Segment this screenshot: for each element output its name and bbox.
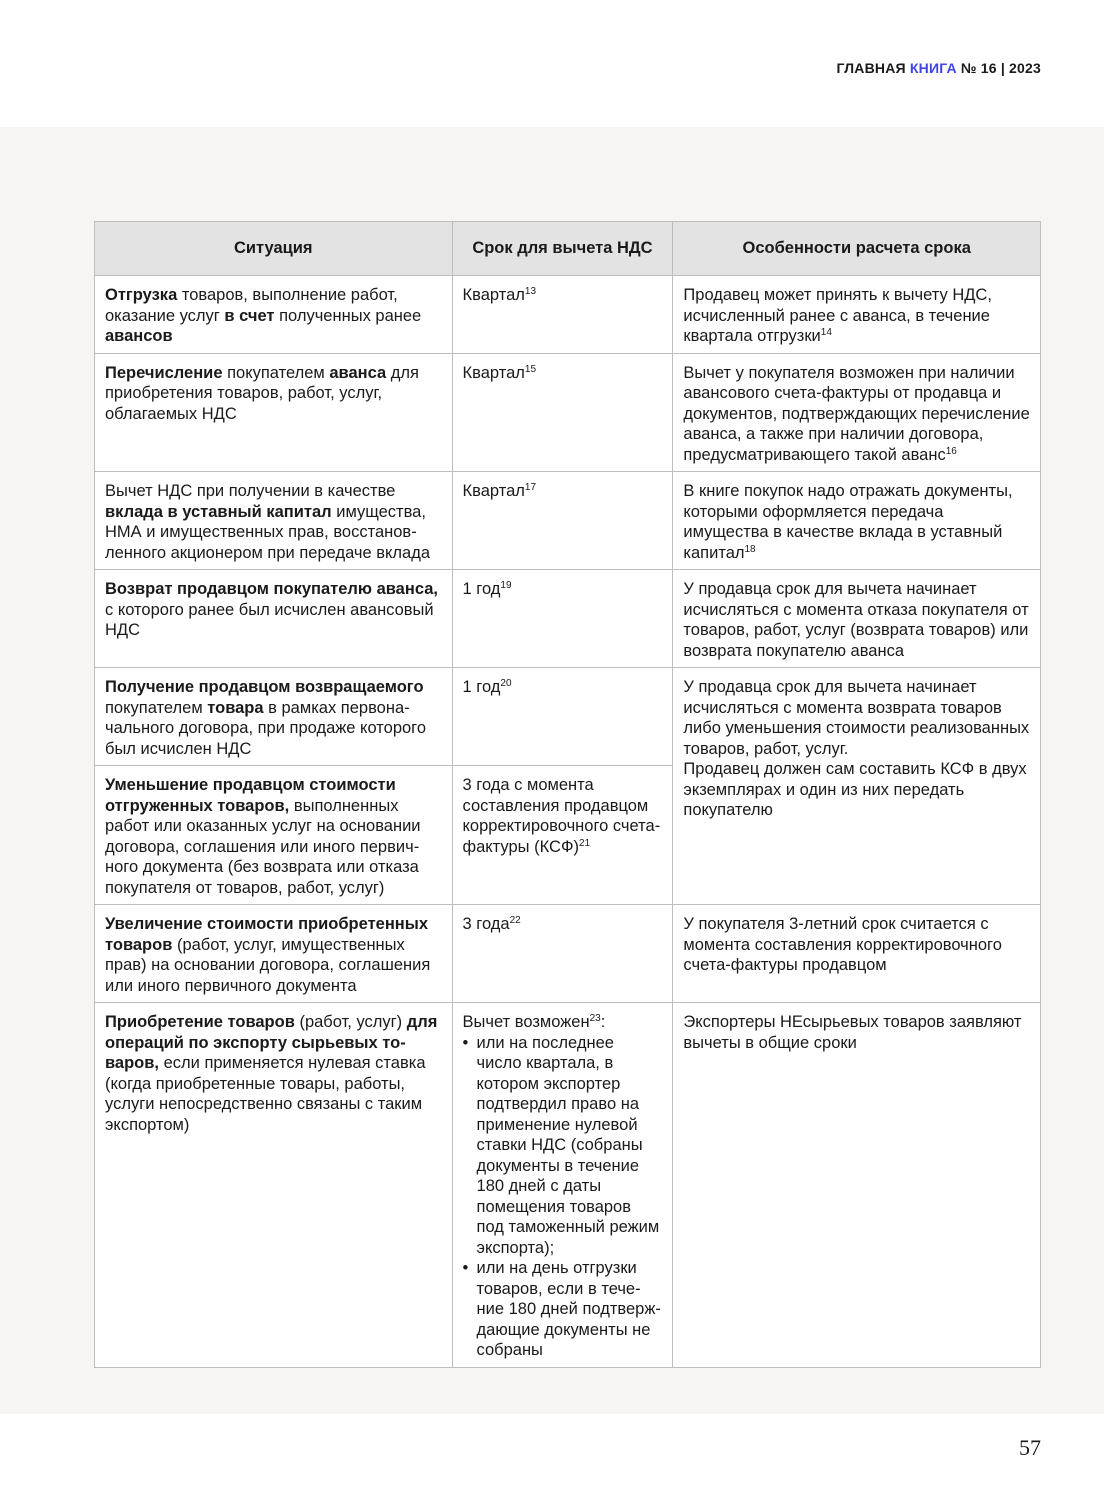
text-run: 1 год xyxy=(462,580,501,598)
cell-situation xyxy=(95,668,453,766)
footnote-ref: 23 xyxy=(589,1013,601,1024)
text-run: Экспортеры НЕсырьевых товаров заявляют вычеты в общие сроки xyxy=(683,1013,1022,1052)
text-run: Квартал xyxy=(462,363,525,382)
footnote-ref: 15 xyxy=(524,363,537,375)
text-run: : xyxy=(600,1013,606,1031)
cell-term xyxy=(452,905,673,1003)
cell-notes xyxy=(673,905,1041,1003)
cell-term xyxy=(452,766,673,905)
cell-situation xyxy=(95,766,453,905)
masthead xyxy=(836,60,1041,76)
text-run: (работ, услуг, имущественных прав) на основании договора, соглашения или иного первичного документа xyxy=(105,935,431,995)
text-run: Вычет НДС при получении в качестве xyxy=(105,482,396,500)
text-run: (работ, услуг) xyxy=(294,1013,407,1031)
table-header-row xyxy=(95,222,1041,276)
footnote-ref: 17 xyxy=(524,482,537,493)
masthead-issue: № 16 | 2023 xyxy=(960,60,1041,76)
text-run: имущества, НМА и имущественных прав, восстановленного акционером при передаче вклада xyxy=(105,502,431,562)
text-run: 3 года xyxy=(462,915,510,933)
bold-text: авансов xyxy=(105,327,173,345)
text-run: покупателем xyxy=(105,698,208,717)
footnote-ref: 13 xyxy=(524,286,537,297)
table-row xyxy=(95,472,1041,570)
bold-text: Приобретение товаров xyxy=(105,1013,295,1031)
text-run: покупателем xyxy=(222,363,330,382)
cell-notes xyxy=(673,276,1041,354)
cell-term xyxy=(452,472,673,570)
cell-situation xyxy=(95,570,453,668)
text-run: полученных ранее xyxy=(274,306,422,325)
cell-notes xyxy=(673,472,1041,570)
cell-situation xyxy=(95,472,453,570)
list-item: • или на последнее число квартала, в котором экспортер подтвердил право на применение нулевой ставки НДС (собраны документы в течение 180 дней с даты помещения товаров под таможенный режим экспорта); xyxy=(477,1033,663,1259)
term-conditions-list xyxy=(463,1033,663,1361)
table-row xyxy=(95,570,1041,668)
footnote-ref: 16 xyxy=(945,445,957,457)
page-number: 57 xyxy=(1019,1435,1041,1460)
text-run: Продавец должен сам составить КСФ в двух экземплярах и один из них передать покупателю xyxy=(683,760,1027,819)
bold-text: Получение продавцом возвращаемого xyxy=(105,678,424,696)
cell-term xyxy=(452,1003,673,1368)
bold-text: Уменьшение продавцом стоимости отгруженных товаров, xyxy=(105,776,396,815)
text-run: В книге покупок надо отражать документы, которыми оформляется передача имущества в качестве вклада в уставный капитал xyxy=(683,482,1013,562)
text-run: У продавца срок для вычета начинает исчисляться с момента возврата товаров либо уменьшения стоимости реализованных товаров, работ, услуг. xyxy=(683,678,1030,758)
cell-term xyxy=(452,668,673,766)
cell-term xyxy=(452,353,673,472)
text-run: Продавец может принять к вычету НДС, исчисленный ранее с аванса, в течение квартала отгрузки xyxy=(683,286,992,345)
text-run: Квартал xyxy=(462,482,525,500)
cell-term xyxy=(452,570,673,668)
bold-text: Увеличение стоимости приобретенных товаров xyxy=(105,915,429,954)
table-row xyxy=(95,1003,1041,1368)
text-run: 3 года с момента составления продавцом корректировочного счета-фактуры (КСФ) xyxy=(462,776,661,856)
text-run: 1 год xyxy=(462,678,501,696)
cell-notes xyxy=(673,1003,1041,1368)
masthead-title: ГЛАВНАЯ xyxy=(836,60,906,76)
cell-situation xyxy=(95,1003,453,1368)
bold-text: для операций по экспорту сырьевых товаров, xyxy=(105,1013,438,1072)
vat-deduction-table xyxy=(94,221,1041,1368)
cell-situation xyxy=(95,276,453,354)
footnote-ref: 19 xyxy=(500,580,512,591)
list-item: • или на день отгрузки товаров, если в течение 180 дней подтверждающие документы не собраны xyxy=(477,1258,663,1361)
text-run: Вычет у покупателя возможен при наличии авансового счета-фактуры от продавца и документов, подтверждающих перечисление аванса, а также при наличии договора, предусматривающего такой аванс xyxy=(683,363,1030,464)
bold-text: Перечисление xyxy=(105,363,223,382)
cell-notes xyxy=(673,570,1041,668)
footnote-ref: 14 xyxy=(820,327,832,338)
table-row xyxy=(95,668,1041,766)
text-run: для приобретения товаров, работ, услуг, облагаемых НДС xyxy=(105,363,419,423)
text-run: товаров, выполнение работ, оказание услуг xyxy=(105,286,398,325)
text-run: Вычет возможен xyxy=(462,1013,590,1031)
cell-term xyxy=(452,276,673,354)
header-situation: Ситуация xyxy=(95,222,453,276)
text-run: У продавца срок для вычета начинает исчисляться с момента отказа покупателя от товаров, работ, услуг (возврата товаров) или возврата покупателю аванса xyxy=(683,580,1029,660)
bold-text: товара xyxy=(207,698,264,717)
text-run: Квартал xyxy=(462,286,525,304)
cell-situation xyxy=(95,353,453,472)
bold-text: Отгрузка xyxy=(105,286,178,304)
bold-text: аванса xyxy=(329,363,387,382)
masthead-title-accent: КНИГА xyxy=(909,60,957,76)
table-row xyxy=(95,353,1041,472)
bold-text: Возврат продавцом покупателю аванса, xyxy=(105,580,438,598)
term-intro xyxy=(463,1012,663,1033)
table-row xyxy=(95,276,1041,354)
text-run: если применяется нулевая ставка (когда приобретенные товары, работы, услуги непосредственно связаны с таким экспортом) xyxy=(105,1054,426,1134)
cell-notes xyxy=(673,353,1041,472)
bold-text: в счет xyxy=(224,306,275,325)
footnote-ref: 22 xyxy=(509,915,521,926)
header-term: Срок для вычета НДС xyxy=(452,222,673,276)
footnote-ref: 18 xyxy=(744,543,756,555)
text-run: выполненных работ или оказанных услуг на основании договора, соглашения или иного первичного документа (без возврата или отказа покупателя от товаров, работ, услуг) xyxy=(105,796,421,897)
table-row xyxy=(95,905,1041,1003)
cell-situation xyxy=(95,905,453,1003)
text-run: У покупателя 3-летний срок считается с момента составления корректировочного счета-фактуры продавцом xyxy=(683,915,1002,974)
text-run: в рамках первоначального договора, при продаже которого был исчислен НДС xyxy=(105,698,427,758)
bold-text: вклада в уставный капитал xyxy=(105,502,332,521)
footnote-ref: 21 xyxy=(579,837,591,849)
text-run: с которого ранее был исчислен авансовый НДС xyxy=(105,600,434,639)
cell-notes-merged xyxy=(673,668,1041,905)
footnote-ref: 20 xyxy=(500,678,512,689)
header-notes: Особенности расчета срока xyxy=(673,222,1041,276)
